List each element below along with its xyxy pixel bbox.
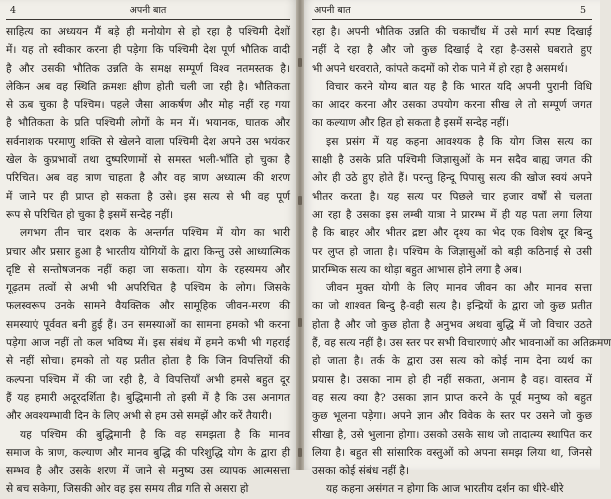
- text-line: इस प्रसंग में यह कहना आवश्यक है कि योग जिस सत्य का: [326, 135, 592, 148]
- text-line: है और उसकी भौतिक उन्नति के समक्ष सम्पूर्ण विश्व नतमस्तक है।: [6, 62, 290, 75]
- binding-thread: [298, 318, 302, 327]
- text-line: आ रहा है उसका इस लम्बी यात्रा ने प्रारम्भ में ही यह पता लगा लिया: [312, 208, 592, 221]
- text-line: समस्याएं पूर्ववत बनी हुई हैं। उन समस्याओं का सामना हमको भी करना: [6, 318, 290, 331]
- right-page: [300, 0, 611, 496]
- right-running-head: अपनी बात: [314, 5, 351, 16]
- text-line: में। यह तो स्वीकार करना ही पड़ेगा कि पश्चिमी देश पूर्ण भौतिक वादी: [6, 44, 290, 57]
- binding-thread: [298, 196, 302, 205]
- left-page-text: [6, 23, 290, 499]
- text-line: साहित्य का अध्ययन मैं बड़े ही मनोयोग से हो रहा है पश्चिमी देशों: [6, 26, 290, 38]
- left-running-head: अपनी बात: [129, 5, 167, 16]
- left-header-rule: [6, 19, 290, 20]
- text-line: से बच सकेगा, जिसकी ओर वह इस समय तीव्र गति से असरा हो: [6, 483, 249, 496]
- right-header-rule: [312, 19, 592, 20]
- text-line: प्रारम्भिक सत्य का थोड़ा बहुत आभास होने लगा है अब।: [312, 263, 522, 276]
- book-gutter: [296, 0, 304, 470]
- text-line: जीवन मुक्त योगी के लिए मानव जीवन का और मानव सत्ता: [326, 282, 592, 295]
- text-line: फलस्वरूप उनके सामने वैयक्तिक और सामूहिक जीवन-मरण की: [6, 300, 290, 313]
- left-page-header: [6, 4, 290, 18]
- text-line: का जो शाश्वत बिन्दु है-वही सत्य है। इन्द्रियों के द्वारा जो कुछ प्रतीत: [312, 300, 592, 313]
- left-page: [0, 0, 300, 496]
- text-line: कुछ भूलना पड़ेगा। अपने ज्ञान और विवेक के स्तर पर उसने जो कुछ: [312, 410, 592, 423]
- text-line: यह पश्चिम की बुद्धिमानी है कि वह समझता है कि मानव: [20, 428, 290, 441]
- text-line: सम्भव है और उसके शरण में जाने से मनुष्य उस व्यापक आत्मसत्ता: [6, 465, 290, 478]
- text-line: सर्वनाशक परमाणु शक्ति से खेलने वाला पश्चिमी देश अपने उस भयंकर: [6, 135, 290, 148]
- text-line: नहीं दे रहा है और जो कुछ दिखाई दे रहा है-उससे घबराते हुए: [312, 44, 592, 57]
- text-line: है कि बाहर और भीतर द्रष्टा और दृश्य का भेद एक विशेष दूर बिन्दु: [312, 227, 592, 240]
- text-line: रूप से परिचित हो चुका है इसमें सन्देह नहीं।: [6, 208, 174, 221]
- text-line: सीखा है, उसे भुलाना होगा। उसको उसके साथ जो तादात्म्य स्थापित कर: [312, 428, 592, 441]
- text-line: है भौतिकता के प्रति पश्चिमी लोगों के मन में। भयानक, घातक और: [6, 117, 290, 130]
- text-line: भी अपने धरवराते, कांपते कदमों को रोक पाने में हो रहा है असमर्थ।: [312, 62, 568, 75]
- left-page-number: 4: [10, 5, 17, 16]
- right-page-number: 5: [579, 5, 586, 16]
- text-line: से ऊब चुका है पश्चिम। पहले जैसा आकर्षण और मोह नहीं रह गया: [6, 99, 290, 112]
- text-line: कल्पना पश्चिम में की जा रही है, वे विपत्तियाँ अभी हमसे बहुत दूर: [6, 373, 290, 386]
- text-line: परिचित। अब वह त्राण चाहता है और वह त्राण अध्यात्म की शरण: [6, 172, 290, 185]
- text-line: खेल के कुप्रभावों तथा दुष्परिणामों से समस्त भली-भाँति हो चुका है: [6, 154, 290, 167]
- text-line: से नहीं सोचा। हमको तो यह प्रतीत होता है कि जिन विपत्तियों की: [6, 355, 290, 368]
- text-line: होता है और जो कुछ होता है अनुभव अथवा बुद्धि में जो विचार उठते: [312, 318, 592, 331]
- text-line: प्रयास है। उसका नाम हो ही नहीं सकता, अनाम है वह। वास्तव में: [312, 373, 592, 386]
- text-line: पड़ेगा आज नहीं तो कल भविष्य में। इस संबंध में हमने कभी भी गहराई: [6, 337, 290, 350]
- text-line: दृष्टि से सन्तोषजनक नहीं कहा जा सकता। योग के रहस्यमय और: [6, 263, 290, 276]
- text-line: हो जाता है। तर्क के द्वारा उस सत्य को कोई नाम देना व्यर्थ का: [312, 355, 592, 368]
- right-page-text: [312, 23, 611, 499]
- text-line: साक्षी है उसके प्रति पश्चिमी जिज्ञासुओं के मन सदैव बाह्य जगत की: [312, 154, 592, 167]
- binding-thread: [298, 448, 302, 457]
- text-line: हैं, वह सत्य नहीं है। उस स्तर पर सभी विचारणाएं और भावनाओं का अतिक्रमण: [312, 337, 611, 350]
- text-line: रहा है। अपनी भौतिक उन्नति की चकाचौंध में उसे मार्ग स्पष्ट दिखाई: [312, 26, 592, 38]
- text-line: में जाने पर ही प्राप्त हो सकता है उसे। इस सत्य से भी वह पूर्ण: [6, 190, 290, 203]
- text-line: का आदर करना और उसका उपयोग करना सीख ले तो सम्पूर्ण जगत: [312, 99, 592, 112]
- text-line: विचार करने योग्य बात यह है कि भारत यदि अपनी पुरानी विधि: [326, 80, 592, 93]
- text-line: हैं यह हमारी अदूरदर्शिता है। बुद्धिमानी तो इसी में है कि उस अनागत: [6, 391, 290, 404]
- text-line: उसका कोई संबंध नहीं है।: [312, 465, 410, 478]
- text-line: पर लुप्त हो जाता है। पश्चिम के जिज्ञासुओं को बड़ी कठिनाई से उसी: [312, 245, 592, 258]
- text-line: वह सत्य क्या है? उसका ज्ञान प्राप्त करने के पूर्व मनुष्य को बहुत: [312, 391, 592, 404]
- text-line: लेकिन अब वह स्थिति क्रमशः क्षीण होती चली जा रही है। भौतिकता: [6, 80, 290, 93]
- text-line: यह कहना असंगत न होगा कि आज भारतीय दर्शन का धीरे-धीरे: [326, 483, 564, 496]
- text-line: और अवश्यम्भावी दिन के लिए अभी से हम उसे समझें और करें तैयारी।: [6, 410, 272, 423]
- text-line: लगभग तीन चार दशक के अन्तर्गत पश्चिम में योग का भारी: [20, 227, 290, 240]
- text-line: समाज के त्राण, कल्याण और मानव बुद्धि की परिशुद्धि योग के द्वारा ही: [6, 446, 290, 459]
- text-line: का कल्याण और हित हो सकता है इसमें सन्देह नहीं।: [312, 117, 510, 130]
- text-line: भीतर करता है। यह सत्य पर पिछले चार हजार वर्षों से चलता: [312, 190, 592, 203]
- text-line: गूढ़तम तत्वों से अभी भी अपरिचित है पश्चिम के लोग। जिसके: [6, 282, 290, 295]
- text-line: ओर ही उठे हुए होते हैं। परन्तु हिन्दू पिपासु सत्य की खोज स्वयं अपने: [312, 172, 592, 185]
- text-line: लिया है। बहुत सी सांसारिक वस्तुओं को अपना समझ लिया था, जिनसे: [312, 446, 592, 459]
- right-page-header: [312, 4, 592, 18]
- binding-thread: [298, 58, 302, 67]
- text-line: प्रचार और प्रसार हुआ है भारतीय योगियों के द्वारा किन्तु उसे आध्यात्मिक: [6, 245, 290, 258]
